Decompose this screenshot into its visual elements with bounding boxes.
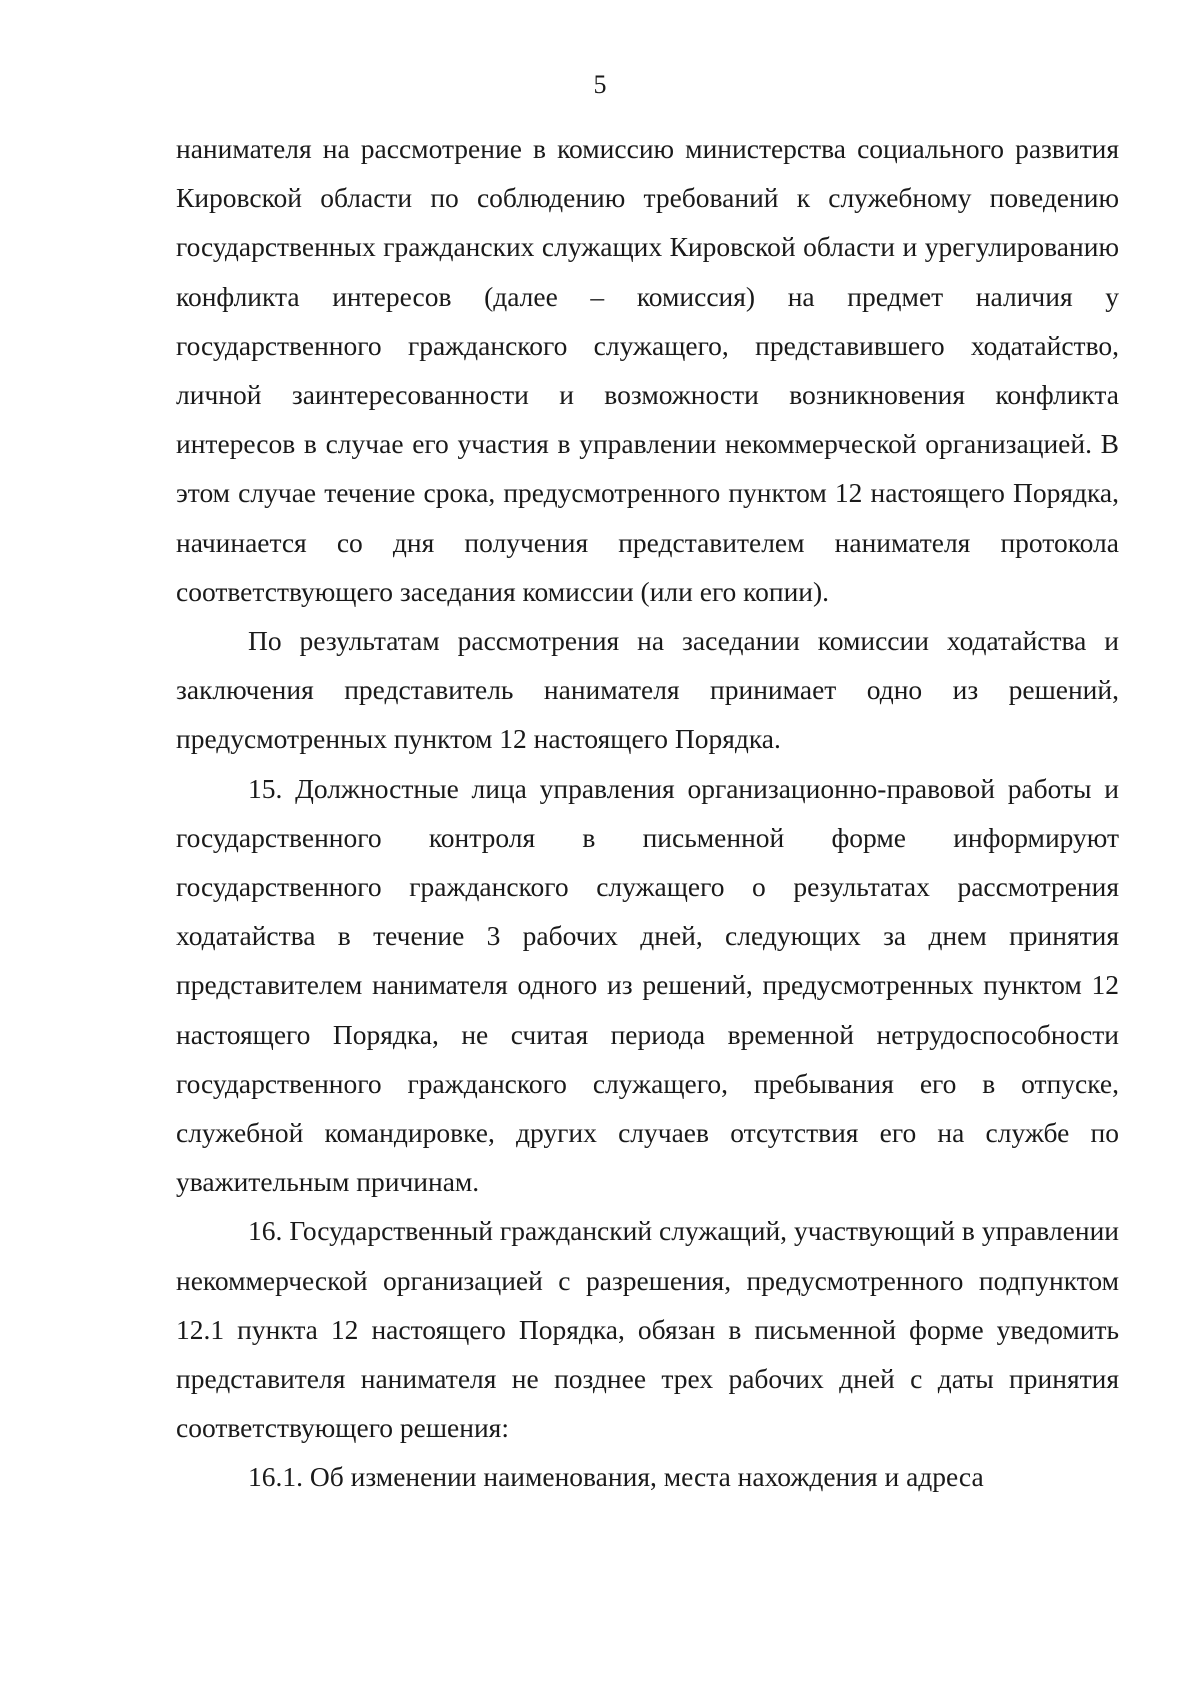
- paragraph-item-16: 16. Государственный гражданский служащий, участвующий в управлении некоммерческой организацией с разрешения, предусмотренного подпунктом 12.1 пункта 12 настоящего Порядка, обязан в письменной форме уведомить представителя нанимателя не позднее трех рабочих дней с даты принятия соответствующего решения:: [176, 1215, 1119, 1444]
- paragraph-item-15: 15. Должностные лица управления организационно-правовой работы и государственного контроля в письменной форме информируют государственного гражданского служащего о результатах рассмотрения ходатайства в течение 3 рабочих дней, следующих за днем принятия представителем нанимателя одного из решений, предусмотренных пунктом 12 настоящего Порядка, не считая периода временной нетрудоспособности государственного гражданского служащего, пребывания его в отпуске, служебной командировке, других случаев отсутствия его на службе по уважительным причинам.: [176, 772, 1119, 1198]
- page-number: 5: [593, 70, 607, 99]
- paragraph-item-16-1: 16.1. Об изменении наименования, места нахождения и адреса: [248, 1461, 984, 1493]
- document-body: [176, 124, 1119, 1502]
- paragraph-review-results: По результатам рассмотрения на заседании комиссии ходатайства и заключения представитель нанимателя принимает одно из решений, предусмотренных пунктом 12 настоящего Порядка.: [176, 625, 1119, 755]
- paragraph-continuation: нанимателя на рассмотрение в комиссию министерства социального развития Кировской области по соблюдению требований к служебному поведению государственных гражданских служащих Кировской области и урегулированию конфликта интересов (далее – комиссия) на предмет наличия у государственного гражданского служащего, представившего ходатайство, личной заинтересованности и возможности возникновения конфликта интересов в случае его участия в управлении некоммерческой организацией. В этом случае течение срока, предусмотренного пунктом 12 настоящего Порядка, начинается со дня получения представителем нанимателя протокола соответствующего заседания комиссии (или его копии).: [176, 133, 1119, 607]
